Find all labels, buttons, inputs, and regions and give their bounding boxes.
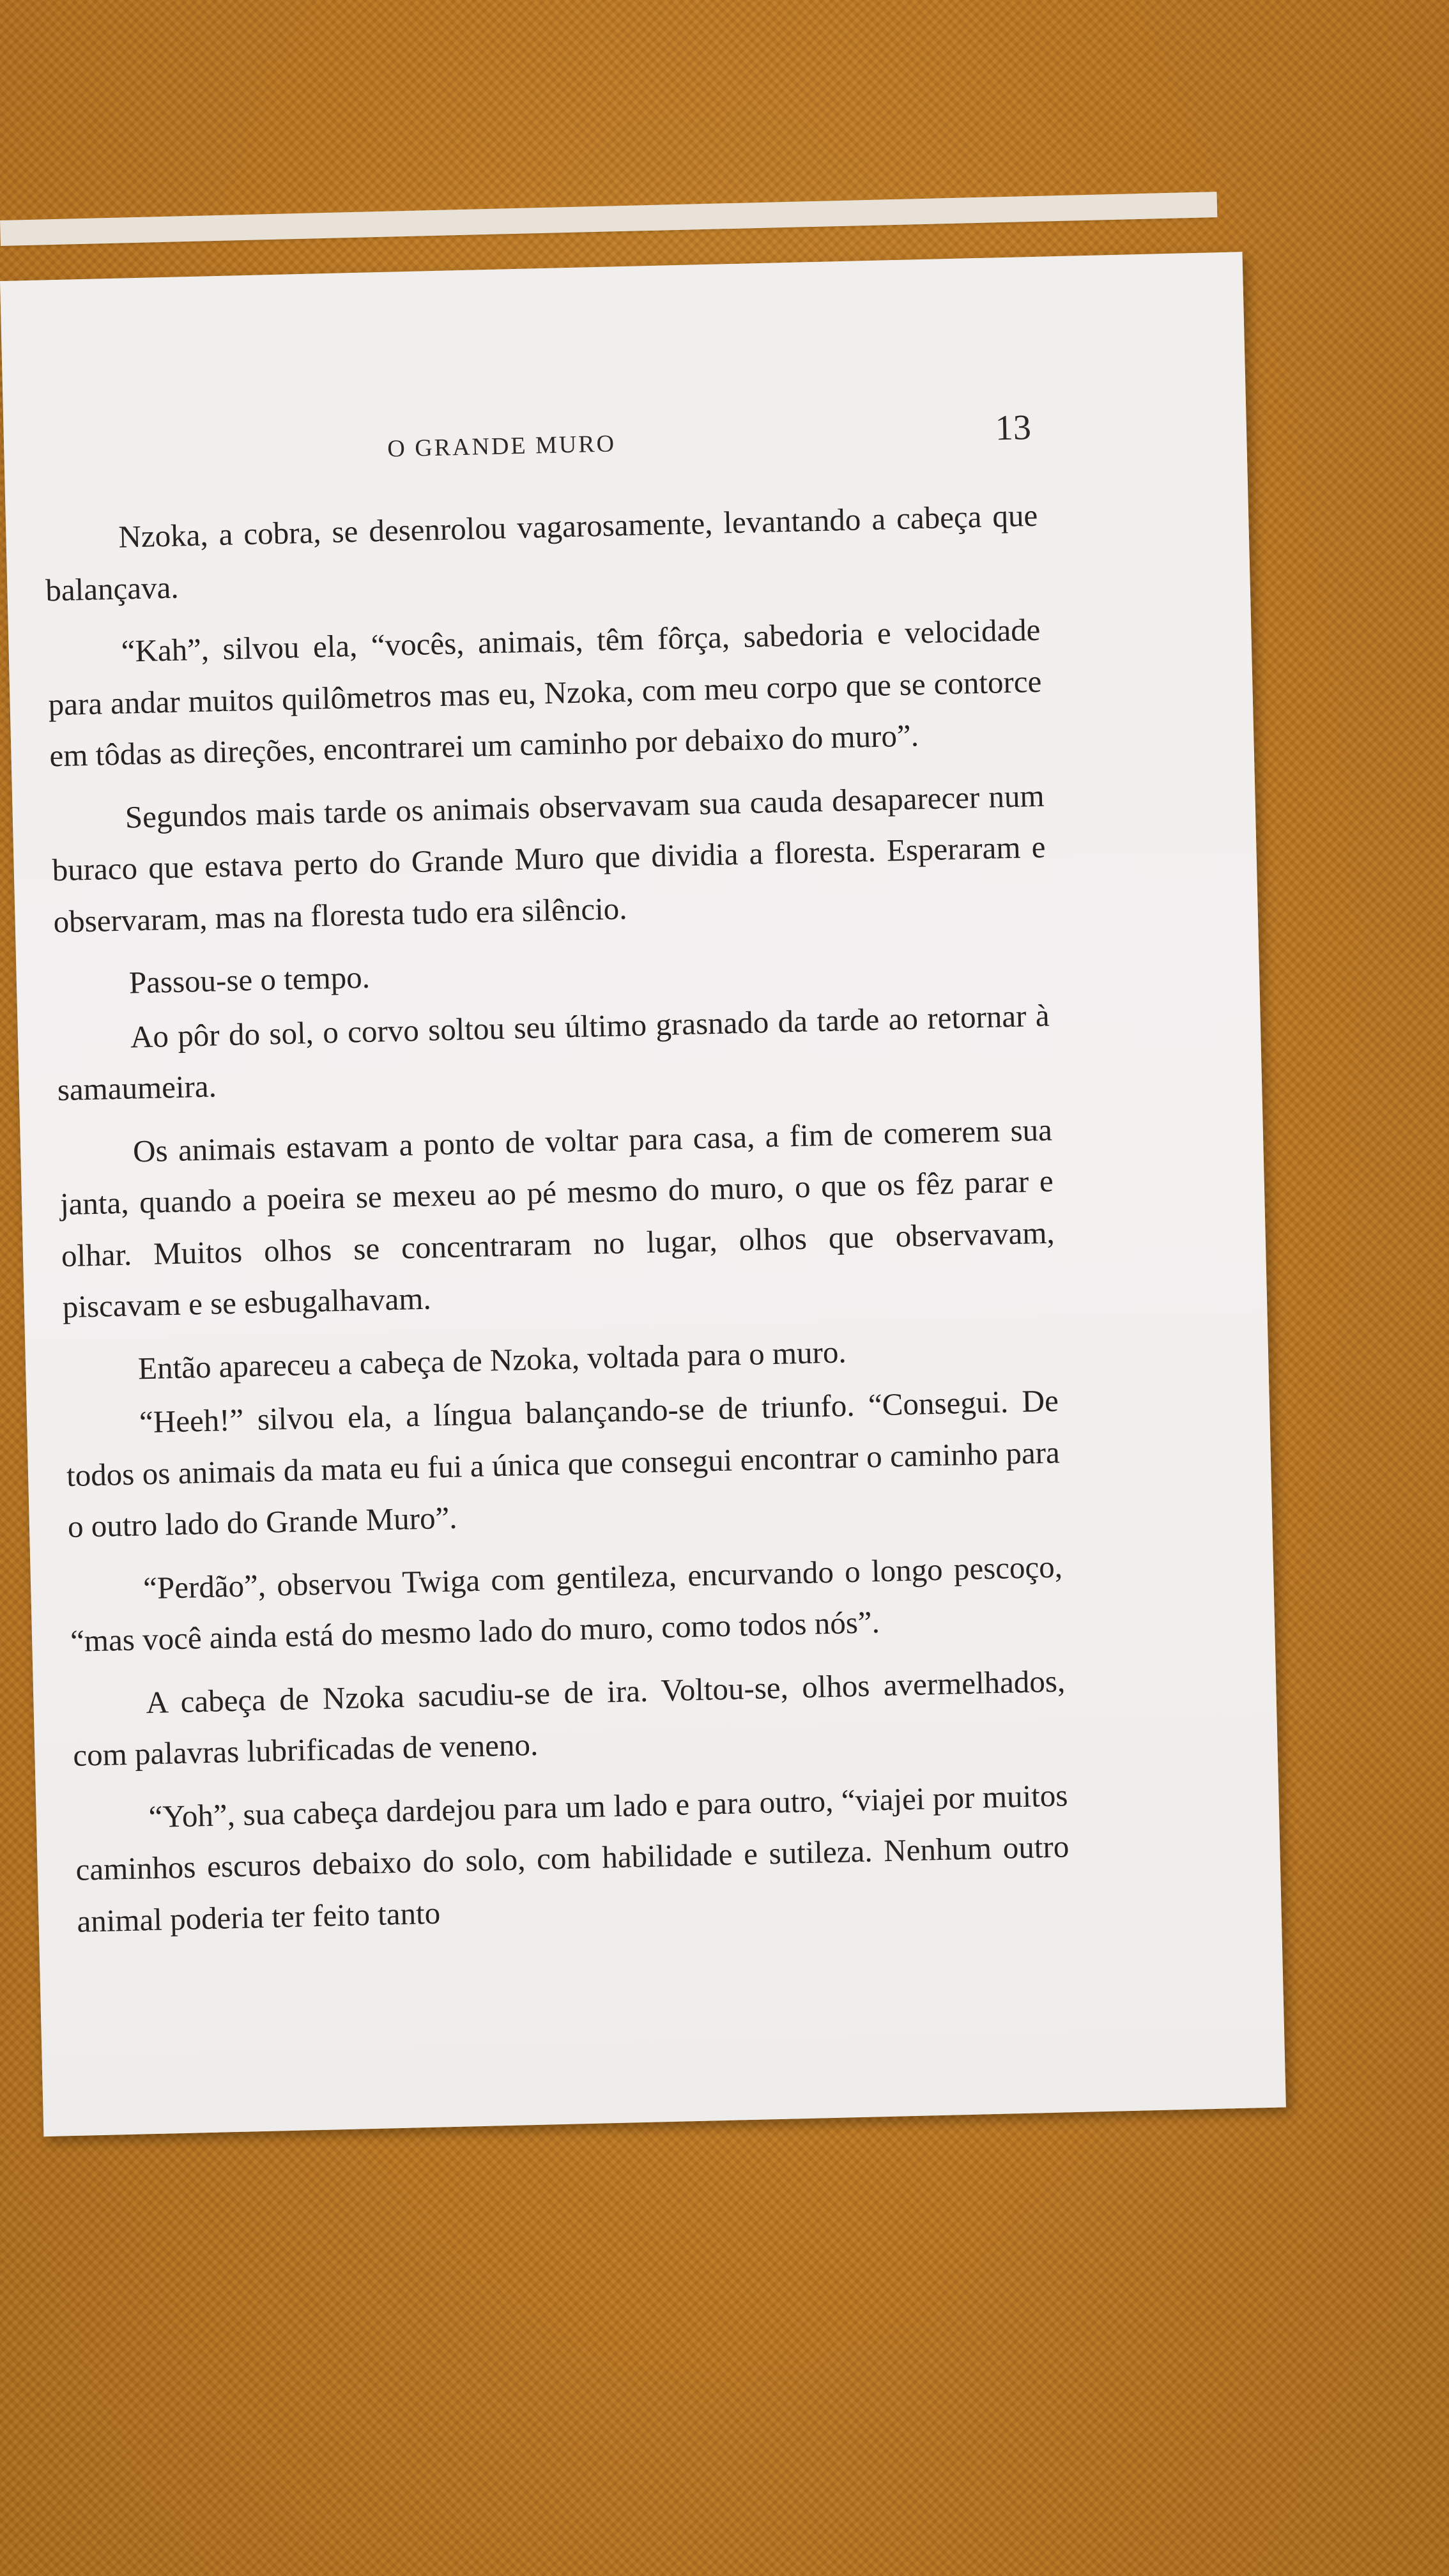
paragraph: “Perdão”, observou Twiga com gentileza, encurvando o longo pescoço, “mas você ainda está do mesmo lado do muro, como todos nós”. xyxy=(70,1548,1063,1659)
paragraph: Nzoka, a cobra, se desenrolou vagarosamente, levantando a cabeça que balançava. xyxy=(45,497,1038,608)
paragraph: Segundos mais tarde os animais observavam sua cauda desaparecer num buraco que estava perto do Grande Muro que dividia a floresta. Esperaram e observaram, mas na floresta tudo era silêncio. xyxy=(52,778,1046,939)
paragraph: “Kah”, silvou ela, “vocês, animais, têm fôrça, sabedoria e velocidade para andar muitos quilômetros mas eu, Nzoka, com meu corpo que se contorce em tôdas as direções, encontrarei um caminho por debaixo do muro”. xyxy=(47,611,1042,774)
paragraph: “Heeh!” silvou ela, a língua balançando-se de triunfo. “Consegui. De todos os animais da mata eu fui a única que consegui encontrar o caminho para o outro lado do Grande Muro”. xyxy=(66,1383,1061,1545)
back-page-edge xyxy=(0,192,1217,246)
book-page xyxy=(0,252,1286,2136)
paragraph: Então apareceu a cabeça de Nzoka, voltada para o muro. xyxy=(137,1333,847,1386)
paragraph: Ao pôr do sol, o corvo soltou seu último grasnado da tarde ao retornar à samaumeira. xyxy=(57,997,1050,1108)
page-number: 13 xyxy=(995,408,1032,448)
body-text xyxy=(44,490,1071,1959)
page-header xyxy=(4,407,1033,482)
paragraph: Os animais estavam a ponto de voltar para casa, a fim de comerem sua janta, quando a poeira se mexeu ao pé mesmo do muro, o que os fêz parar e olhar. Muitos olhos se concentraram no lugar, olhos que observavam, piscavam e se esbugalhavam. xyxy=(59,1112,1055,1325)
paragraph: “Yoh”, sua cabeça dardejou para um lado e para outro, “viajei por muitos caminhos escuros debaixo do solo, com habilidade e sutileza. Nenhum outro animal poderia ter feito tanto xyxy=(75,1777,1070,1939)
paragraph: A cabeça de Nzoka sacudiu-se de ira. Voltou-se, olhos avermelhados, com palavras lubrificadas de veneno. xyxy=(72,1662,1066,1773)
paragraph: Passou-se o tempo. xyxy=(128,959,371,1000)
running-title: O GRANDE MURO xyxy=(387,430,617,463)
